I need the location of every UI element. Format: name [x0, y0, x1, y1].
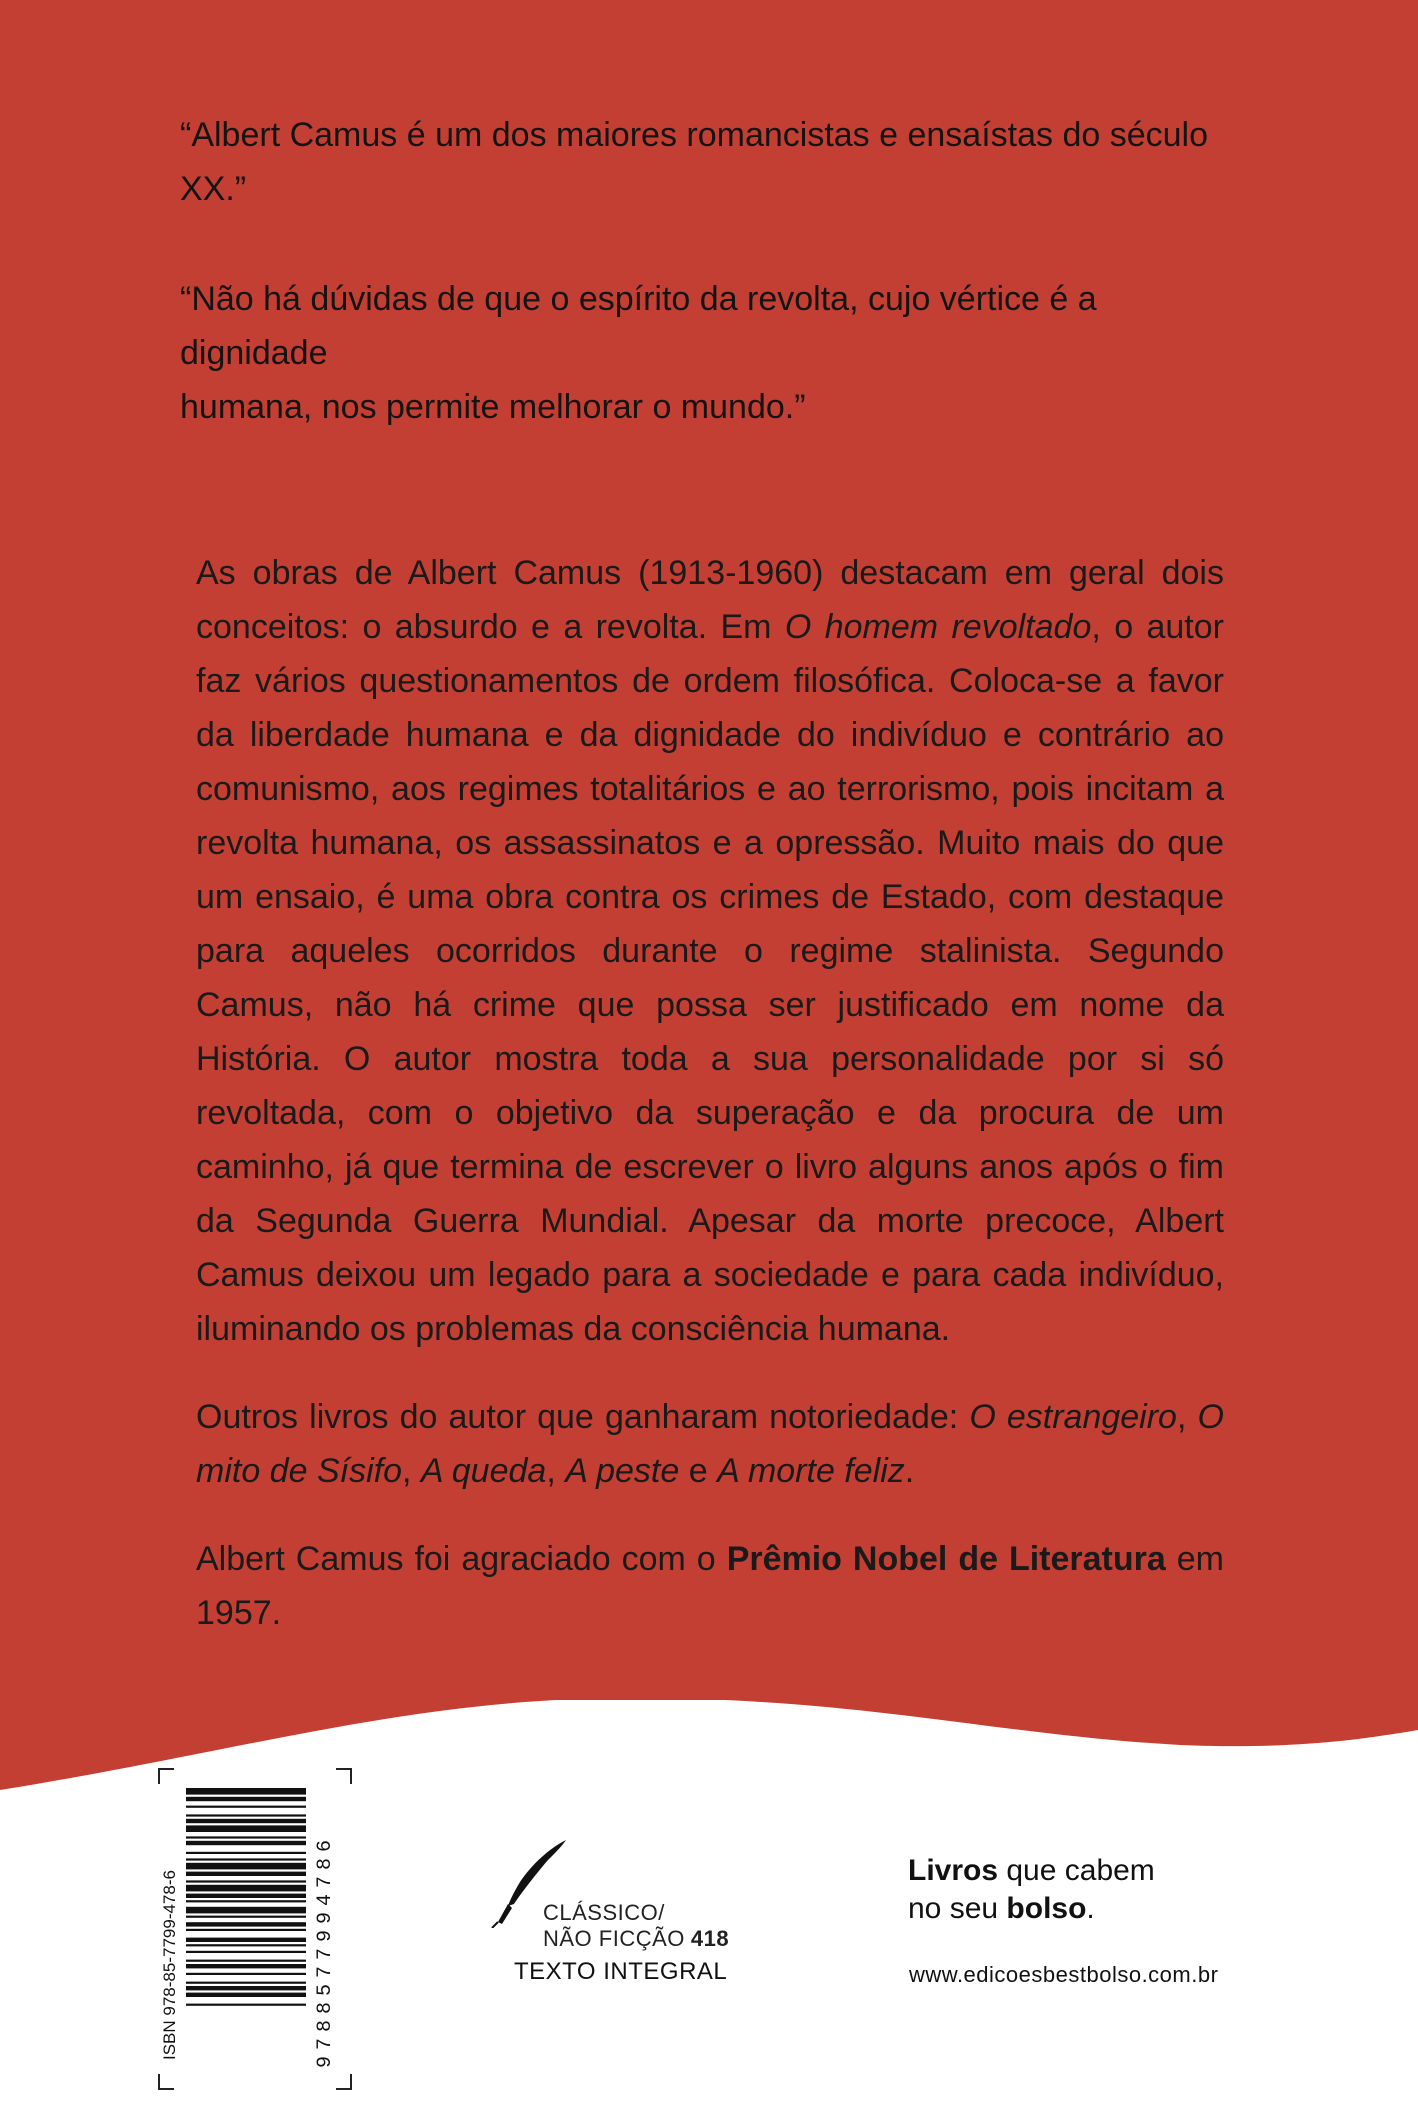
category-line1: CLÁSSICO/	[543, 1900, 665, 1925]
barcode-bar	[186, 1880, 306, 1882]
barcode-bar	[186, 1885, 306, 1892]
text-run: , o autor faz vários questionamentos de ordem filosófica. Coloca-se a favor da liberdade humana e da dignidade do indivíduo e contrário ao comunismo, aos regimes totalitários e ao terrorismo, pois incitam a revolta humana, os assassinatos e a opressão. Muito mais do que um ensaio, é uma obra contra os crimes de Estado, com destaque para aqueles ocorridos durante o regime stalinista. Segundo Camus, não há crime que possa ser justificado em nome da História. O autor mostra toda a sua personalidade por si só revoltada, com o objetivo da superação e da procura de um caminho, já que termina de escrever o livro alguns anos após o fim da Segunda Guerra Mundial. Apesar da morte precoce, Albert Camus deixou um legado para a sociedade e para cada indivíduo, iluminando os problemas da consciência humana.	[196, 608, 1224, 1348]
barcode-bar	[186, 1964, 306, 1968]
category-number: 418	[690, 1926, 730, 1951]
slogan-line2	[908, 1890, 1155, 1928]
barcode-bar	[186, 1797, 306, 1801]
slogan-text: no seu	[908, 1892, 1007, 1925]
slogan-bold: bolso	[1006, 1892, 1087, 1925]
book-title: O homem revoltado	[784, 608, 1092, 646]
barcode-bar	[186, 1900, 306, 1902]
synopsis	[196, 546, 1224, 1674]
barcode-bar	[186, 1806, 306, 1808]
category-line2-row	[543, 1926, 729, 1952]
synopsis-paragraph	[196, 546, 1224, 1356]
isbn-text: ISBN 978-85-7799-478-6	[160, 1870, 179, 2060]
barcode-bar	[186, 1982, 306, 1984]
barcode-bars	[186, 1788, 306, 2078]
corner-mark	[336, 1768, 352, 1784]
barcode-bar	[186, 1788, 306, 1795]
text-run: As obras de Albert Camus (1913-1960) destacam em geral dois conceitos: o absurdo e a revolta. Em	[196, 554, 1224, 646]
nobel-paragraph	[196, 1532, 1224, 1640]
book-title: A morte feliz	[717, 1452, 905, 1490]
category-label	[543, 1900, 729, 1952]
barcode-bar	[186, 1852, 306, 1854]
text-run: e	[679, 1452, 718, 1490]
slogan-line1	[908, 1852, 1155, 1890]
barcode-bar	[186, 1841, 306, 1845]
slogan-text: .	[1086, 1892, 1095, 1925]
website-link[interactable]: www.edicoesbestbolso.com.br	[909, 1962, 1219, 1987]
barcode-bar	[186, 1907, 306, 1914]
barcode-bar	[186, 1922, 306, 1926]
corner-mark	[158, 1768, 174, 1784]
barcode-bar	[186, 1836, 306, 1838]
text-run: ,	[401, 1452, 421, 1490]
other-books-paragraph	[196, 1390, 1224, 1498]
barcode-bar	[186, 1929, 306, 1931]
barcode-bar	[186, 1993, 306, 1997]
text-run: ,	[1176, 1398, 1198, 1436]
text-run: .	[904, 1452, 915, 1490]
book-title: O mito de Sísifo	[196, 1398, 1224, 1490]
barcode-bar	[186, 1858, 306, 1860]
barcode-bar	[186, 1938, 306, 1942]
text-run: em 1957.	[196, 1540, 1224, 1632]
barcode-bar	[186, 2004, 306, 2006]
book-title: A queda	[420, 1452, 547, 1490]
corner-mark	[158, 2074, 174, 2090]
text-run: Albert Camus foi agraciado com o	[196, 1540, 727, 1578]
text-run: Outros livros do autor que ganharam notoriedade:	[196, 1398, 970, 1436]
text-run: ,	[546, 1452, 566, 1490]
award-name: Prêmio Nobel de Literatura	[726, 1540, 1166, 1578]
barcode-bar	[186, 1986, 306, 1990]
barcode-bar	[186, 1894, 306, 1898]
book-title: O estrangeiro	[969, 1398, 1177, 1436]
barcode-bar	[186, 1916, 306, 1918]
quote-text: “Não há dúvidas de que o espírito da revolta, cujo vértice é a dignidade humana, nos permite melhorar o mundo.”	[180, 280, 1097, 426]
slogan	[908, 1852, 1155, 1928]
slogan-bold: Livros	[908, 1854, 999, 1887]
barcode-bar	[186, 1872, 306, 1876]
barcode-bar	[186, 1825, 306, 1832]
corner-mark	[336, 2074, 352, 2090]
barcode-bar	[186, 1819, 306, 1823]
ean-digits: 9788577994786	[314, 1833, 337, 2068]
slogan-text: que cabem	[998, 1854, 1155, 1887]
book-title: A peste	[565, 1452, 680, 1490]
barcode-bar	[186, 1944, 306, 1946]
texto-integral: TEXTO INTEGRAL	[514, 1958, 728, 1985]
barcode-bar	[186, 1863, 306, 1870]
barcode-bar	[186, 1951, 306, 1953]
quote-text: “Albert Camus é um dos maiores romancistas e ensaístas do século XX.”	[180, 116, 1209, 208]
category-line2: NÃO FICÇÃO	[543, 1926, 685, 1951]
barcode-bar	[186, 1814, 306, 1816]
barcode-bar	[186, 1960, 306, 1962]
barcode-bar	[186, 1973, 306, 1975]
